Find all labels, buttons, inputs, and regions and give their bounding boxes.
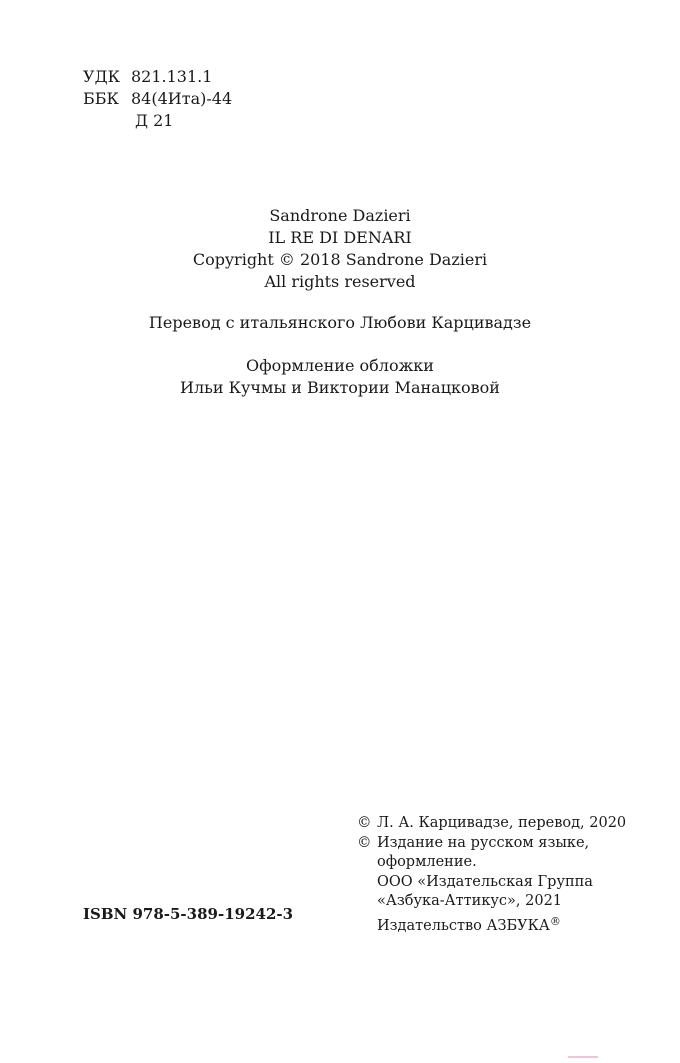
publisher-name: Издательство АЗБУКА	[377, 917, 550, 934]
bbk-value: 84(4Ита)-44	[131, 89, 233, 108]
copyright-entry-edition	[357, 834, 657, 873]
copyright-translation-text: Л. А. Карцивадзе, перевод, 2020	[377, 815, 627, 831]
original-edition-credits	[0, 205, 680, 293]
publisher-line-2: «Азбука-Аттикус», 2021	[377, 893, 563, 909]
translation-credit-block	[0, 312, 680, 334]
original-copyright: Copyright © 2018 Sandrone Dazieri	[192, 250, 488, 269]
original-author: Sandrone Dazieri	[269, 206, 411, 225]
registered-trademark-icon: ®	[549, 914, 561, 928]
library-classification	[83, 66, 232, 132]
udk-label: УДК	[83, 67, 120, 86]
original-title: IL RE DI DENARI	[268, 228, 412, 247]
isbn: ISBN 978-5-389-19242-3	[83, 905, 294, 923]
bbk-row	[83, 88, 232, 110]
copyright-edition-line-2: оформление.	[377, 854, 477, 870]
author-mark: Д 21	[135, 111, 174, 130]
copyright-mark: ©	[357, 815, 372, 831]
copyright-notices	[357, 814, 657, 936]
bbk-label: ББК	[83, 89, 119, 108]
rights-reserved: All rights reserved	[264, 272, 416, 291]
copyright-edition-line-1: Издание на русском языке,	[377, 834, 590, 851]
udk-value: 821.131.1	[131, 67, 213, 86]
page-edge-mark	[568, 1056, 598, 1058]
copyright-mark: ©	[357, 834, 372, 851]
cover-design-credit	[0, 355, 680, 399]
udk-row	[83, 66, 232, 88]
publisher-line-1: ООО «Издательская Группа	[377, 873, 593, 890]
publisher-credit	[357, 873, 657, 937]
translation-credit: Перевод с итальянского Любови Карцивадзе	[148, 313, 532, 332]
cover-design-line-2: Ильи Кучмы и Виктории Манацковой	[180, 378, 500, 397]
copyright-entry-translation	[357, 814, 657, 834]
publisher-line-3	[377, 912, 657, 937]
cover-design-line-1: Оформление обложки	[246, 356, 434, 375]
